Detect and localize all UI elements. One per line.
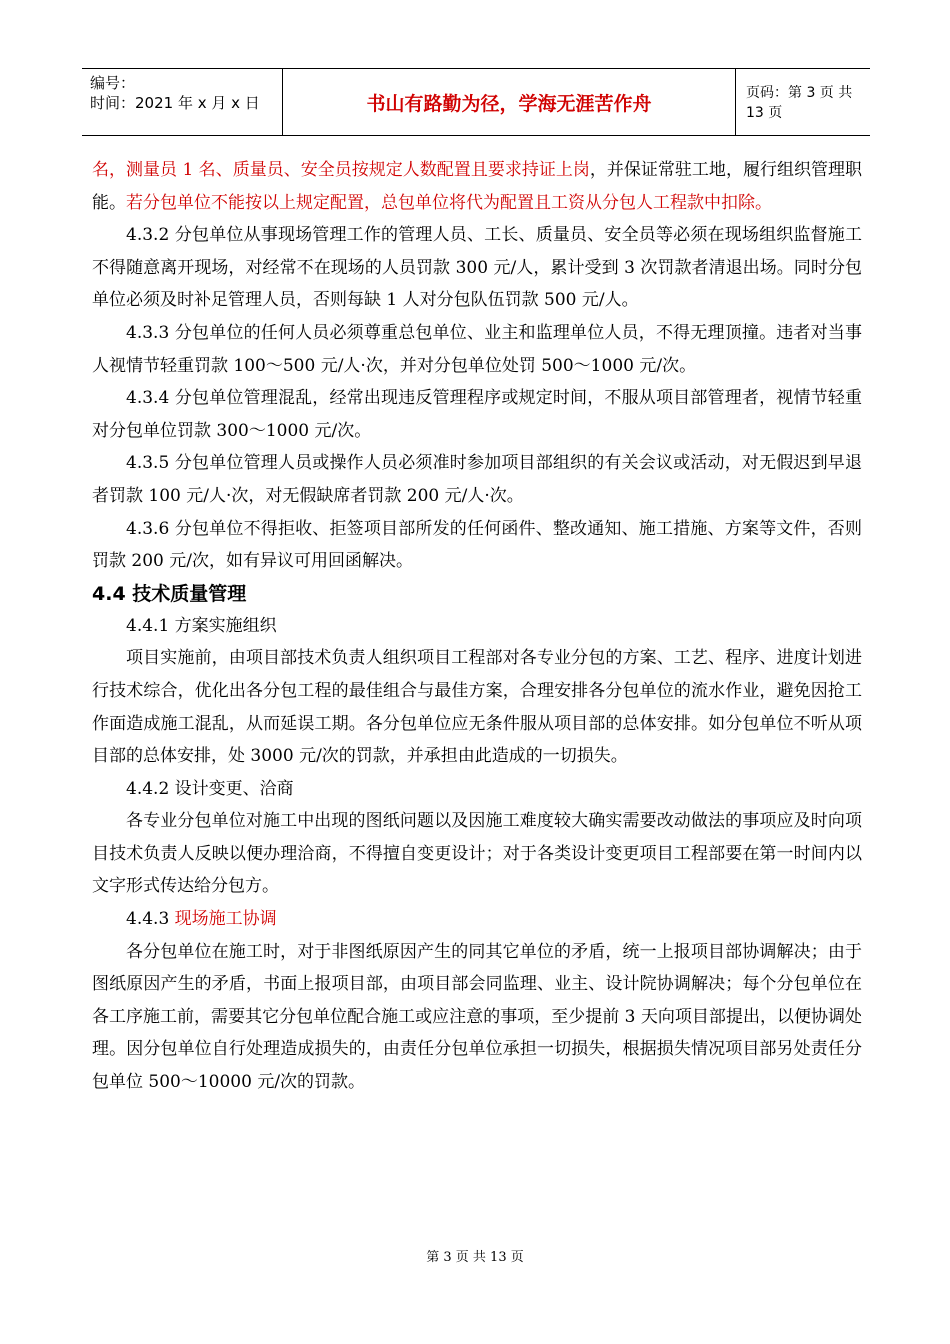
subheading-4-4-3 — [92, 903, 862, 936]
clause-4-3-5: 4.3.5 分包单位管理人员或操作人员必须准时参加项目部组织的有关会议或活动，对无假迟到早退者罚款 100 元/人·次，对无假缺席者罚款 200 元/人·次。 — [92, 453, 862, 506]
paragraph-staffing — [92, 154, 862, 219]
clause-4-4-2-text: 各专业分包单位对施工中出现的图纸问题以及因施工难度较大确实需要改动做法的事项应及时向项目技术负责人反映以便办理洽商，不得擅自变更设计；对于各类设计变更项目工程部要在第一时间内以文字形式传达给分包方。 — [92, 811, 862, 897]
staffing-penalty-text: 若分包单位不能按以上规定配置，总包单位将代为配置且工资从分包人工程款中扣除。 — [126, 192, 772, 213]
staffing-duty-text: ，并保证常驻工地，履行组织管理职能。 — [92, 160, 862, 213]
header-page-number: 页码：第 3 页 共 13 页 — [746, 85, 853, 121]
clause-4-4-1-text: 项目实施前，由项目部技术负责人组织项目工程部对各专业分包的方案、工艺、程序、进度计划进行技术综合，优化出各分包工程的最佳组合与最佳方案，合理安排各分包单位的流水作业，避免因抢工作面造成施工混乱，从而延误工期。各分包单位应无条件服从项目部的总体安排。如分包单位不听从项目部的总体安排，处 3000 元/次的罚款，并承担由此造成的一切损失。 — [92, 648, 862, 767]
clause-4-3-4: 4.3.4 分包单位管理混乱，经常出现违反管理程序或规定时间，不服从项目部管理者，视情节轻重对分包单位罚款 300～1000 元/次。 — [92, 388, 862, 441]
subheading-4-4-1: 4.4.1 方案实施组织 — [126, 615, 277, 636]
header-motto: 书山有路勤为径，学海无涯苦作舟 — [282, 69, 736, 135]
page-header — [82, 68, 870, 136]
document-body — [92, 154, 862, 1099]
section-heading-4-4: 4.4 技术质量管理 — [92, 582, 247, 605]
document-number-label: 编号： — [90, 74, 136, 92]
header-info-cell — [82, 69, 282, 135]
document-time-label: 时间：2021 年 x 月 x 日 — [90, 94, 260, 112]
clause-4-3-3: 4.3.3 分包单位的任何人员必须尊重总包单位、业主和监理单位人员，不得无理顶撞。违者对当事人视情节轻重罚款 100～500 元/人·次，并对分包单位处罚 500～1000 元/次。 — [92, 322, 862, 376]
subheading-4-4-2: 4.4.2 设计变更、洽商 — [126, 778, 294, 799]
clause-4-3-6: 4.3.6 分包单位不得拒收、拒签项目部所发的任何函件、整改通知、施工措施、方案等文件，否则罚款 200 元/次，如有异议可用回函解决。 — [92, 518, 862, 572]
staffing-requirement-text: 名，测量员 1 名、质量员、安全员按规定人数配置且要求持证上岗 — [92, 160, 590, 180]
clause-4-4-3-text: 各分包单位在施工时，对于非图纸原因产生的同其它单位的矛盾，统一上报项目部协调解决；由于图纸原因产生的矛盾，书面上报项目部，由项目部会同监理、业主、设计院协调解决；每个分包单位在各工序施工前，需要其它分包单位配合施工或应注意的事项，至少提前 3 天向项目部提出，以便协调处理。因分包单位自行处理造成损失的，由责任分包单位承担一切损失，根据损失情况项目部另处责任分包单位 500～10000 元/次的罚款。 — [92, 941, 862, 1093]
subheading-4-4-3-title: 现场施工协调 — [174, 909, 277, 930]
page-footer: 第 3 页 共 13 页 — [426, 1250, 524, 1265]
clause-4-3-2: 4.3.2 分包单位从事现场管理工作的管理人员、工长、质量员、安全员等必须在现场组织监督施工不得随意离开现场，对经常不在现场的人员罚款 300 元/人，累计受到 3 次罚款者清退出场。同时分包单位必须及时补足管理人员，否则每缺 1 人对分包队伍罚款 500 元/人。 — [92, 225, 862, 311]
subheading-4-4-3-number: 4.4.3 — [126, 909, 175, 930]
